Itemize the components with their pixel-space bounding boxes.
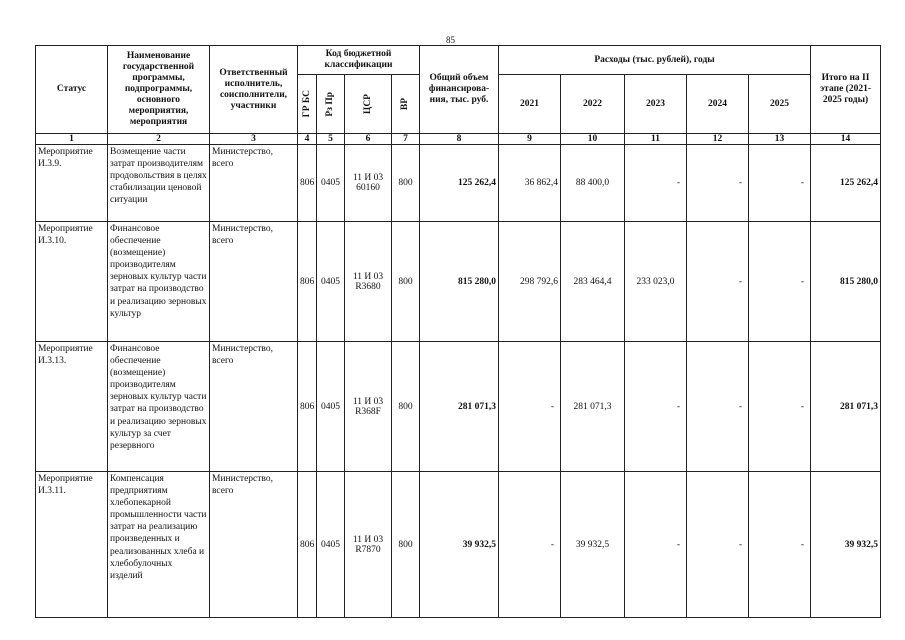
row-2022: 39 932,5 [561, 472, 625, 618]
header-year-2023: 2023 [625, 75, 687, 134]
row-2021: - [499, 472, 561, 618]
row-2023: - [625, 472, 687, 618]
row-total: 125 262,4 [420, 145, 499, 222]
row-2022: 281 071,3 [561, 342, 625, 472]
header-grbs-text: ГР БС [301, 90, 312, 118]
budget-table [35, 45, 881, 618]
row-name: Финансовое обеспечение (возмещение) производителям зерновых культур части затрат на производство и реализацию зерновых культур за счет резервного [108, 342, 210, 472]
row-status: Мероприятие И.3.9. [36, 145, 108, 222]
row-vr: 800 [392, 145, 420, 222]
row-csr: 11 И 03 60160 [345, 145, 392, 222]
row-2025: - [749, 342, 811, 472]
table-row [36, 342, 881, 472]
row-vr: 800 [392, 342, 420, 472]
row-rzpr: 0405 [317, 145, 345, 222]
row-2021: - [499, 342, 561, 472]
column-number: 5 [317, 134, 345, 145]
column-number: 7 [392, 134, 420, 145]
header-status: Статус [36, 46, 108, 134]
row-csr: 11 И 03 R3680 [345, 222, 392, 342]
column-number: 6 [345, 134, 392, 145]
column-number: 9 [499, 134, 561, 145]
column-number: 10 [561, 134, 625, 145]
column-number-row [36, 134, 881, 145]
column-number: 14 [811, 134, 881, 145]
row-grbs: 806 [298, 145, 317, 222]
row-2023: - [625, 145, 687, 222]
row-2024: - [687, 222, 749, 342]
row-2025: - [749, 145, 811, 222]
column-number: 2 [108, 134, 210, 145]
row-2022: 283 464,4 [561, 222, 625, 342]
column-number: 12 [687, 134, 749, 145]
row-2023: - [625, 342, 687, 472]
row-stage-total: 39 932,5 [811, 472, 881, 618]
row-stage-total: 125 262,4 [811, 145, 881, 222]
row-2022: 88 400,0 [561, 145, 625, 222]
column-number: 4 [298, 134, 317, 145]
row-name: Возмещение части затрат производителям продовольствия в целях стабилизации ценовой ситуации [108, 145, 210, 222]
row-2024: - [687, 145, 749, 222]
row-stage-total: 281 071,3 [811, 342, 881, 472]
row-executor: Министерство, всего [210, 145, 298, 222]
column-number: 13 [749, 134, 811, 145]
row-rzpr: 0405 [317, 472, 345, 618]
header-csr [345, 75, 392, 134]
row-status: Мероприятие И.3.10. [36, 222, 108, 342]
row-total: 281 071,3 [420, 342, 499, 472]
row-2025: - [749, 222, 811, 342]
row-total: 815 280,0 [420, 222, 499, 342]
header-stage-total: Итого на II этапе (2021-2025 годы) [811, 46, 881, 134]
row-stage-total: 815 280,0 [811, 222, 881, 342]
header-year-2024: 2024 [687, 75, 749, 134]
row-vr: 800 [392, 222, 420, 342]
page-number: 85 [446, 35, 455, 45]
row-total: 39 932,5 [420, 472, 499, 618]
table-row [36, 222, 881, 342]
row-2021: 298 792,6 [499, 222, 561, 342]
header-executor: Ответственный исполнитель, соисполнители, участники [210, 46, 298, 134]
header-program-name: Наименование государственной программы, подпрограммы, основного мероприятия, мероприятия [108, 46, 210, 134]
row-rzpr: 0405 [317, 342, 345, 472]
row-status: Мероприятие И.3.13. [36, 342, 108, 472]
table-row [36, 472, 881, 618]
header-year-2025: 2025 [749, 75, 811, 134]
header-grbs [298, 75, 317, 134]
row-csr: 11 И 03 R368F [345, 342, 392, 472]
column-number: 11 [625, 134, 687, 145]
row-name: Компенсация предприятиям хлебопекарной промышленности части затрат на реализацию произведенных и реализованных хлеба и хлебобулочных изделий [108, 472, 210, 618]
header-year-2022: 2022 [561, 75, 625, 134]
row-vr: 800 [392, 472, 420, 618]
row-csr: 11 И 03 R7870 [345, 472, 392, 618]
header-vr [392, 75, 420, 134]
column-number: 3 [210, 134, 298, 145]
header-expenses: Расходы (тыс. рублей), годы [499, 46, 811, 75]
header-budget-code: Код бюджетной классификации [298, 46, 420, 75]
row-grbs: 806 [298, 222, 317, 342]
row-executor: Министерство, всего [210, 342, 298, 472]
row-2025: - [749, 472, 811, 618]
row-rzpr: 0405 [317, 222, 345, 342]
header-vr-text: ВР [400, 97, 410, 111]
column-number: 8 [420, 134, 499, 145]
row-2021: 36 862,4 [499, 145, 561, 222]
row-executor: Министерство, всего [210, 222, 298, 342]
row-status: Мероприятие И.3.11. [36, 472, 108, 618]
row-2023: 233 023,0 [625, 222, 687, 342]
row-name: Финансовое обеспечение (возмещение) производителям зерновых культур части затрат на производство и реализацию зерновых культур [108, 222, 210, 342]
header-rzpr-text: Рз Пр [325, 91, 335, 117]
row-2024: - [687, 472, 749, 618]
row-2024: - [687, 342, 749, 472]
header-csr-text: ЦСР [362, 93, 373, 115]
column-number: 1 [36, 134, 108, 145]
row-grbs: 806 [298, 342, 317, 472]
row-executor: Министерство, всего [210, 472, 298, 618]
header-year-2021: 2021 [499, 75, 561, 134]
header-rzpr [317, 75, 345, 134]
row-grbs: 806 [298, 472, 317, 618]
header-total-volume: Общий объем финансирова-ния, тыс. руб. [420, 46, 499, 134]
table-row [36, 145, 881, 222]
